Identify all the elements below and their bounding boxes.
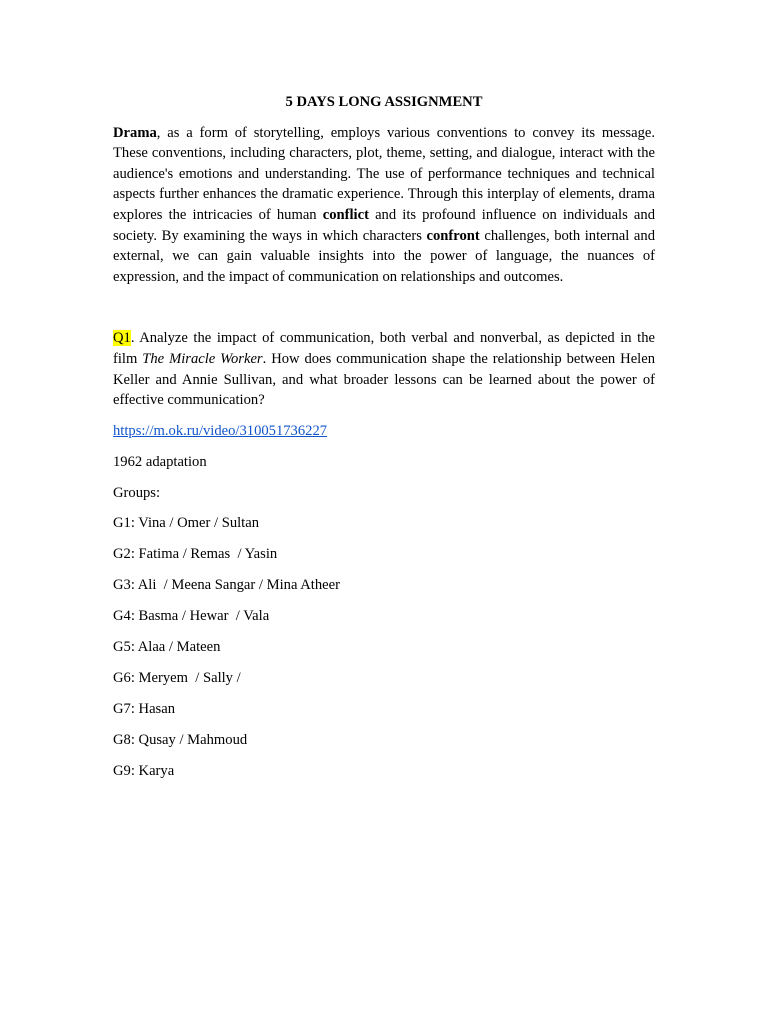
group-line-2: G2: Fatima / Remas / Yasin <box>113 546 278 563</box>
intro-text-3: challenges, both internal and external, we can gain valuable insights into the power of language, the nuances of expression, and the impact of communication on relationships and outcomes. <box>113 227 655 285</box>
group-line-1: G1: Vina / Omer / Sultan <box>113 515 259 532</box>
groups-heading: Groups: <box>113 484 161 501</box>
confront-term: confront <box>426 227 480 244</box>
document-page <box>113 92 655 791</box>
group-line-5: G5: Alaa / Mateen <box>113 638 221 655</box>
question-text-1: . Analyze the impact of communication, both verbal and nonverbal, as depicted in the film <box>113 330 655 367</box>
film-title: The Miracle Worker <box>142 350 263 367</box>
document-title: 5 DAYS LONG ASSIGNMENT <box>285 94 483 110</box>
intro-paragraph <box>113 123 655 288</box>
intro-text-1: , as a form of storytelling, employs various conventions to convey its message. These conventions, including characters, plot, theme, setting, and dialogue, interact with the audience's emotions and understanding. The use of performance techniques and technical aspects further enhances the dramatic experience. Through this interplay of elements, drama explores the intricacies of human <box>113 124 655 223</box>
group-line-8: G8: Qusay / Mahmoud <box>113 731 248 748</box>
question-text-2: . How does communication shape the relationship between Helen Keller and Annie Sullivan, and what broader lessons can be learned about the power of effective communication? <box>113 350 655 409</box>
group-line-9: G9: Karya <box>113 762 175 779</box>
conflict-term: conflict <box>322 206 369 223</box>
paragraph-spacer <box>113 287 655 328</box>
group-line-7: G7: Hasan <box>113 700 176 717</box>
intro-text-2: and its profound influence on individuals and society. By examining the ways in which characters <box>113 206 655 244</box>
adaptation-note: 1962 adaptation <box>113 453 207 470</box>
group-line-6: G6: Meryem / Sally / <box>113 669 241 686</box>
video-link[interactable]: https://m.ok.ru/video/310051736227 <box>113 422 328 439</box>
group-line-3: G3: Ali / Meena Sangar / Mina Atheer <box>113 577 340 594</box>
group-line-4: G4: Basma / Hewar / Vala <box>113 608 270 625</box>
question-label: Q1 <box>113 330 131 347</box>
drama-term: Drama <box>113 124 157 141</box>
question-paragraph <box>113 328 655 410</box>
video-link-line <box>113 421 655 442</box>
